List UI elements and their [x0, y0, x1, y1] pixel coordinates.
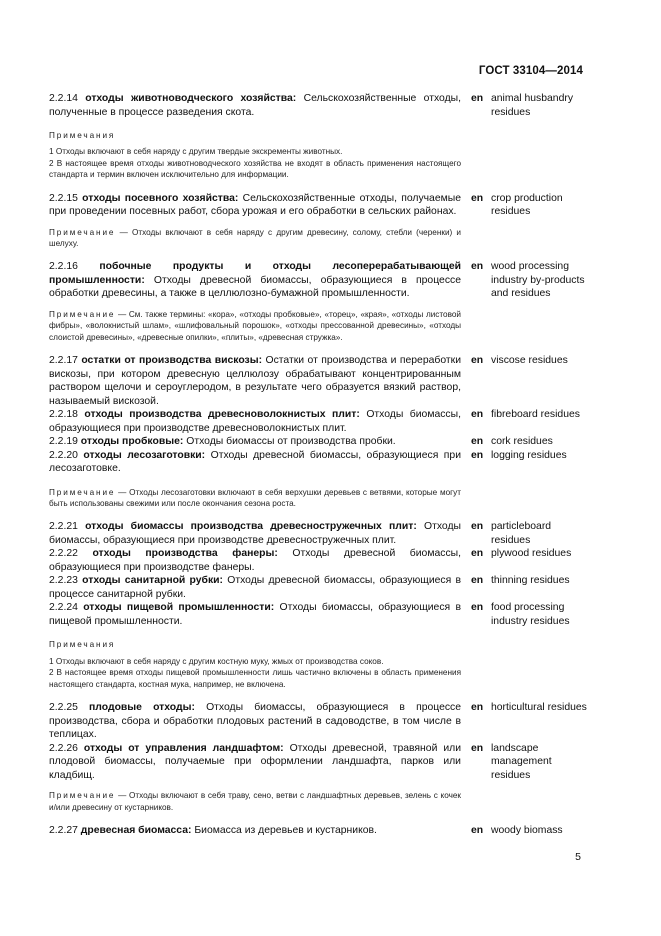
note-heading: Примечания	[49, 131, 116, 140]
note-2-2-16	[49, 309, 461, 343]
english-equivalent	[471, 354, 589, 408]
english-equivalent	[471, 547, 589, 574]
term-entry-2-2-17	[49, 354, 589, 408]
en-label: en	[471, 261, 484, 273]
term-number: 2.2.14	[49, 93, 78, 104]
term-name: отходы производства фанеры:	[92, 548, 278, 560]
document-id: ГОСТ 33104—2014	[478, 65, 583, 77]
en-term: landscape management residues	[491, 742, 552, 781]
english-equivalent	[471, 92, 589, 119]
term-name: отходы санитарной рубки:	[82, 575, 224, 587]
en-term: plywood residues	[491, 548, 572, 560]
term-definition	[49, 435, 461, 449]
term-number: 2.2.16	[49, 261, 78, 273]
en-term: fibreboard residues	[491, 409, 580, 421]
term-number: 2.2.24	[49, 602, 78, 614]
term-name: побочные продукты и отходы лесоперерабатывающей промышленности:	[49, 261, 461, 286]
note-line: 1 Отходы включают в себя наряду с другим твердые экскременты животных.	[49, 147, 343, 157]
term-text: Отходы биомассы, образующиеся при производстве древесноволокнистых плит.	[49, 409, 461, 434]
term-text: Отходы древесной, травяной или плодовой биомассы, получаемые при оформлении ландшафта, парков или кладбищ.	[49, 742, 461, 781]
term-entry-2-2-27	[49, 824, 589, 838]
note-heading: Примечание	[49, 487, 116, 497]
note-line: 2 В настоящее время отходы животноводческого хозяйства не входят в область применения настоящего стандарта и термин включен исключительно для информации.	[49, 158, 461, 180]
term-definition	[49, 742, 461, 783]
en-term: woody biomass	[491, 824, 563, 836]
term-name: отходы животноводческого хозяйства:	[85, 93, 297, 104]
note-text: — Отходы лесозаготовки включают в себя верхушки деревьев с ветвями, которые могут быть использованы свежими или после окончания сезона роста.	[49, 487, 461, 509]
en-label: en	[471, 409, 484, 421]
en-label: en	[471, 824, 484, 836]
en-term: horticultural residues	[491, 702, 587, 714]
term-number: 2.2.17	[49, 355, 78, 367]
note-heading: Примечание	[49, 309, 116, 319]
term-name: отходы от управления ландшафтом:	[83, 742, 284, 754]
english-equivalent	[471, 408, 589, 435]
note-2-2-24	[49, 639, 461, 690]
english-equivalent	[471, 192, 589, 219]
term-entry-2-2-19	[49, 435, 589, 449]
term-number: 2.2.23	[49, 575, 78, 587]
term-definition	[49, 408, 461, 435]
en-label: en	[471, 742, 484, 754]
en-term: logging residues	[491, 449, 567, 461]
en-label: en	[471, 575, 484, 587]
term-name: остатки от производства вискозы:	[81, 355, 263, 367]
term-definition	[49, 547, 461, 574]
term-entry-2-2-21	[49, 520, 589, 547]
note-text: — См. также термины: «кора», «отходы пробковые», «торец», «края», «отходы листовой фибры», «волокнистый шлам», «шлифовальный порошок», «отходы прессованной древесины», «отходы слоистой древесины», «древесные опилки», «плиты», «древесная стружка».	[49, 309, 461, 342]
note-text: — Отходы включают в себя наряду с другим древесину, солому, стебли (черенки) и шелуху.	[49, 227, 462, 249]
english-equivalent	[471, 701, 589, 742]
term-entry-2-2-16	[49, 260, 589, 301]
term-number: 2.2.18	[49, 409, 78, 421]
note-line: 2 В настоящее время отходы пищевой промышленности лишь частично включены в область применения настоящего стандарта, костная мука, например, не включена.	[49, 668, 461, 689]
term-definition	[49, 601, 461, 628]
term-text: Остатки от производства и переработки вискозы, при котором древесную целлюлозу обрабатывают концентрированным раствором щелочи и сероуглеродом, в результате чего образуется вязкий раствор, называемый вискозой.	[49, 355, 461, 407]
english-equivalent	[471, 601, 589, 628]
term-name: древесная биомасса:	[80, 824, 192, 836]
en-term: animal husbandry residues	[491, 93, 574, 118]
term-definition	[49, 260, 461, 301]
term-text: Отходы древесной биомассы, образующиеся при производстве фанеры.	[49, 548, 461, 573]
term-number: 2.2.27	[49, 824, 78, 836]
english-equivalent	[471, 260, 589, 301]
term-name: отходы пробковые:	[80, 436, 184, 448]
term-number: 2.2.20	[49, 449, 78, 461]
term-definition	[49, 449, 461, 476]
term-text: Отходы биомассы, образующиеся в пищевой промышленности.	[49, 602, 461, 627]
note-heading: Примечание	[49, 791, 116, 801]
en-label: en	[471, 93, 484, 104]
term-number: 2.2.19	[49, 436, 78, 448]
english-equivalent	[471, 824, 589, 838]
note-heading: Примечания	[49, 640, 116, 650]
en-label: en	[471, 602, 484, 614]
en-term: viscose residues	[491, 355, 568, 367]
en-label: en	[471, 702, 484, 714]
english-equivalent	[471, 435, 589, 449]
en-term: particleboard residues	[491, 521, 552, 546]
term-definition	[49, 520, 461, 547]
term-text: Сельскохозяйственные отходы, полученные в процессе разведения скота.	[49, 93, 462, 118]
term-definition	[49, 574, 461, 601]
english-equivalent	[471, 574, 589, 601]
term-name: отходы посевного хозяйства:	[82, 192, 239, 204]
en-label: en	[471, 548, 484, 560]
term-number: 2.2.21	[49, 521, 78, 533]
en-label: en	[471, 192, 484, 204]
note-2-2-26	[49, 790, 461, 813]
term-entry-2-2-14	[49, 92, 589, 119]
note-line: 1 Отходы включают в себя наряду с другим костную муку, жмых от производства соков.	[49, 656, 384, 666]
term-entry-2-2-24	[49, 601, 589, 628]
term-text: Отходы биомассы, образующиеся в процессе производства, сбора и обработки плодовых растений в садоводстве, в том числе в теплицах.	[49, 702, 462, 741]
term-definition	[49, 824, 461, 838]
term-definition	[49, 192, 461, 219]
term-name: отходы производства древесноволокнистых плит:	[84, 409, 360, 421]
term-number: 2.2.25	[49, 702, 78, 714]
term-entry-2-2-22	[49, 547, 589, 574]
term-definition	[49, 92, 461, 119]
note-2-2-14	[49, 130, 461, 181]
term-name: плодовые отходы:	[89, 702, 195, 714]
term-entry-2-2-25	[49, 701, 589, 742]
en-label: en	[471, 436, 484, 448]
term-entry-2-2-26	[49, 742, 589, 783]
term-number: 2.2.26	[49, 742, 78, 754]
term-entry-2-2-23	[49, 574, 589, 601]
term-text: Отходы биомассы, образующиеся при производстве древесностружечных плит.	[49, 521, 461, 546]
en-term: thinning residues	[491, 575, 570, 587]
term-text: Отходы древесной биомассы, образующиеся при лесозаготовке.	[49, 449, 462, 475]
en-label: en	[471, 521, 484, 533]
en-label: en	[471, 449, 484, 461]
term-text: Сельскохозяйственные отходы, получаемые при проведении посевных работ, сбора урожая и его обработки в сельских районах.	[49, 192, 462, 218]
term-definition	[49, 354, 461, 408]
note-heading: Примечание	[49, 227, 116, 237]
term-name: отходы пищевой промышленности:	[83, 602, 275, 614]
terms-list	[49, 92, 589, 837]
term-name: отходы лесозаготовки:	[83, 449, 206, 461]
note-text: — Отходы включают в себя траву, сено, ветви с ландшафтных деревьев, зелень с кочек и/или древесину от кустарников.	[49, 791, 462, 812]
term-text: Отходы древесной биомассы, образующиеся в процессе санитарной рубки.	[49, 575, 462, 600]
term-entry-2-2-18	[49, 408, 589, 435]
english-equivalent	[471, 449, 589, 476]
term-text: Отходы биомассы от производства пробки.	[186, 436, 396, 448]
en-term: cork residues	[491, 436, 553, 448]
english-equivalent	[471, 742, 589, 783]
term-text: Отходы древесной биомассы, образующиеся в процессе обработки древесины, а также в целлюлозно-бумажной промышленности.	[49, 274, 461, 300]
en-term: wood processing industry by-products and residues	[491, 261, 585, 300]
term-text: Биомасса из деревьев и кустарников.	[194, 824, 377, 836]
term-entry-2-2-15	[49, 192, 589, 219]
term-number: 2.2.15	[49, 192, 78, 204]
en-term: crop production residues	[491, 192, 563, 218]
term-definition	[49, 701, 461, 742]
term-name: отходы биомассы производства древесностружечных плит:	[85, 521, 417, 533]
en-label: en	[471, 355, 484, 367]
note-2-2-20	[49, 487, 461, 510]
term-entry-2-2-20	[49, 449, 589, 476]
page-number: 5	[575, 851, 581, 863]
en-term: food processing industry residues	[491, 602, 570, 627]
english-equivalent	[471, 520, 589, 547]
term-number: 2.2.22	[49, 548, 78, 560]
note-2-2-15	[49, 227, 461, 250]
